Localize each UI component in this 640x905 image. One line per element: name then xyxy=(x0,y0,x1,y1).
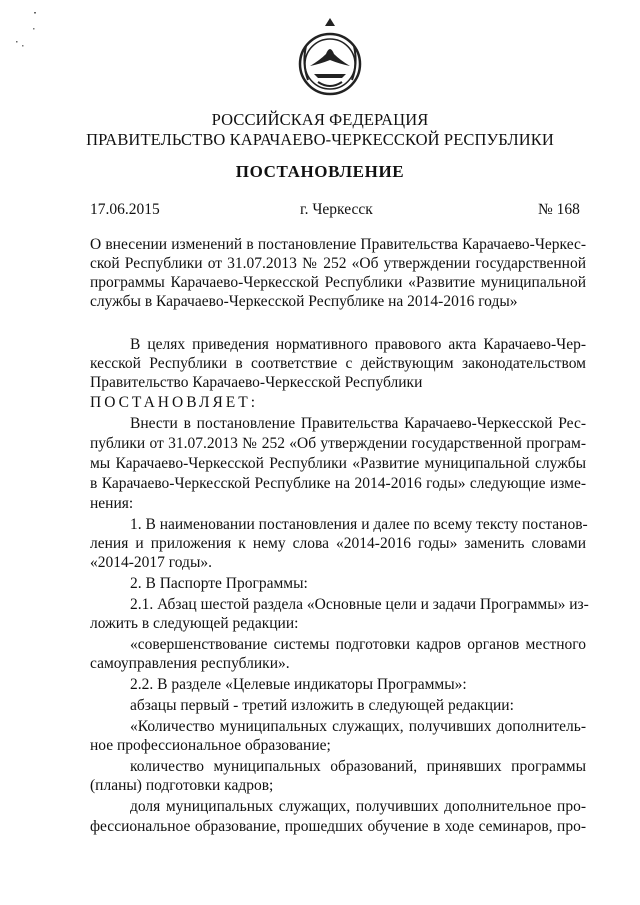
subject-line: программы Карачаево-Черкесской Республики «Развитие муниципальной xyxy=(90,274,586,291)
subject-line: ской Республики от 31.07.2013 № 252 «Об утверждении государственной xyxy=(90,255,586,272)
body-line: «2014-2017 годы». xyxy=(90,554,212,571)
body-line: (планы) подготовки кадров; xyxy=(90,777,274,794)
body-line: фессиональное образование, прошедших обучение в ходе семинаров, про- xyxy=(90,818,586,835)
document-title: ПОСТАНОВЛЕНИЕ xyxy=(235,162,405,181)
document-city: г. Черкесск xyxy=(300,201,373,218)
document-date: 17.06.2015 xyxy=(90,201,160,218)
body-line: кесской Республики в соответствие с действующим законодательством xyxy=(90,355,586,372)
body-line: ления и приложения к нему слова «2014-2016 годы» заменить словами xyxy=(90,535,586,552)
body-line: 1. В наименовании постановления и далее по всему тексту постанов- xyxy=(130,516,588,533)
document-number: № 168 xyxy=(538,201,580,218)
body-line: 2.2. В разделе «Целевые индикаторы Программы»: xyxy=(130,676,467,693)
header-country: РОССИЙСКАЯ ФЕДЕРАЦИЯ xyxy=(211,110,429,129)
body-line: «совершенствование системы подготовки кадров органов местного xyxy=(130,636,586,653)
coat-of-arms-emblem xyxy=(298,16,362,102)
body-line: 2. В Паспорте Программы: xyxy=(130,575,308,592)
scan-specks xyxy=(12,8,42,48)
body-line: 2.1. Абзац шестой раздела «Основные цели и задачи Программы» из- xyxy=(130,596,589,613)
body-line: количество муниципальных образований, принявших программы xyxy=(130,758,586,775)
body-line: доля муниципальных служащих, получивших дополнительное про- xyxy=(130,798,586,815)
body-line: «Количество муниципальных служащих, получивших дополнитель- xyxy=(130,718,586,735)
subject-line: службы в Карачаево-Черкесской Республике на 2014-2016 годы» xyxy=(90,293,518,310)
body-line: ложить в следующей редакции: xyxy=(90,615,299,632)
body-line: Внести в постановление Правительства Карачаево-Черкесской Рес- xyxy=(130,415,586,432)
subject-line: О внесении изменений в постановление Правительства Карачаево-Черкес- xyxy=(90,236,586,253)
header-government: ПРАВИТЕЛЬСТВО КАРАЧАЕВО-ЧЕРКЕССКОЙ РЕСПУБЛИКИ xyxy=(86,130,554,149)
body-line: мы Карачаево-Черкесской Республики «Развитие муниципальной службы xyxy=(90,455,586,472)
body-line: нения: xyxy=(90,495,134,512)
body-line: публики от 31.07.2013 № 252 «Об утверждении государственной програм- xyxy=(90,435,586,452)
body-line: В целях приведения нормативного правового акта Карачаево-Чер- xyxy=(130,336,586,353)
body-line: Правительство Карачаево-Черкесской Республики xyxy=(90,374,423,391)
body-line: в Карачаево-Черкесской Республике на 2014-2016 годы» следующие изме- xyxy=(90,475,586,492)
body-line: самоуправления республики». xyxy=(90,655,290,672)
body-line: абзацы первый - третий изложить в следующей редакции: xyxy=(130,697,514,714)
resolves-heading: ПОСТАНОВЛЯЕТ: xyxy=(90,394,259,411)
body-line: ное профессиональное образование; xyxy=(90,737,331,754)
